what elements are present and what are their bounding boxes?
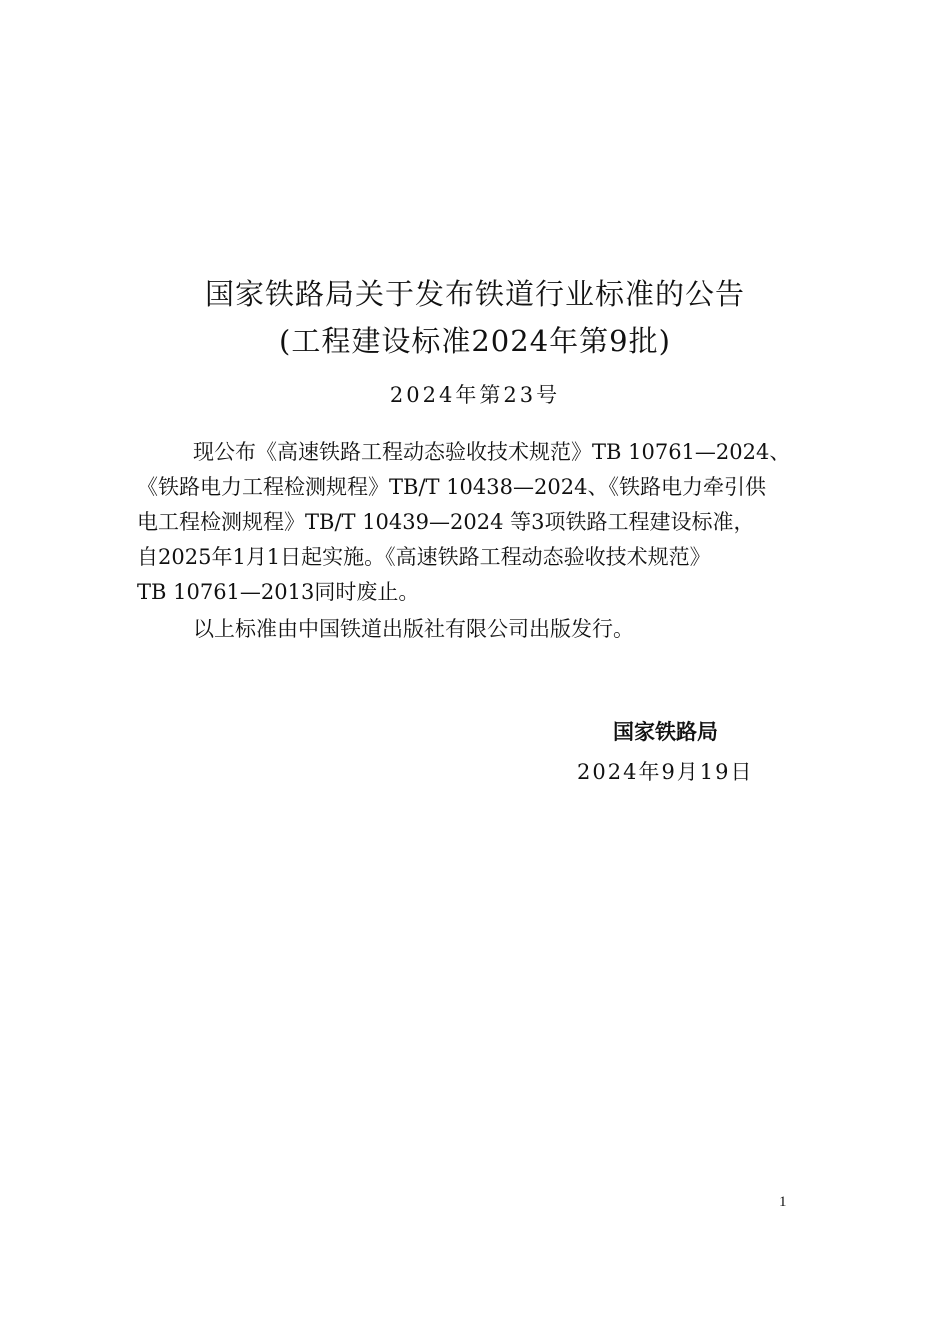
- issuer-name: 国家铁路局: [613, 719, 718, 744]
- page-number: 1: [779, 1194, 787, 1210]
- announcement-title-line2: (工程建设标准2024年第9批): [279, 324, 671, 358]
- announcement-title-line1: 国家铁路局关于发布铁道行业标准的公告: [204, 277, 745, 311]
- paragraph1-line3: 电工程检测规程》TB/T 10439—2024 等3项铁路工程建设标准，: [137, 510, 755, 534]
- paragraph2: 以上标准由中国铁道出版社有限公司出版发行。: [193, 617, 634, 641]
- paragraph1-line2: 《铁路电力工程检测规程》TB/T 10438—2024、《铁路电力牵引供: [137, 475, 766, 499]
- issue-date: 2024年9月19日: [577, 760, 754, 784]
- paragraph1-line1: 现公布《高速铁路工程动态验收技术规范》TB 10761—2024、: [193, 440, 791, 464]
- document-number: 2024年第23号: [389, 383, 561, 407]
- paragraph1-line5: TB 10761—2013同时废止。: [137, 580, 420, 604]
- paragraph1-line4: 自2025年1月1日起实施。《高速铁路工程动态验收技术规范》: [137, 545, 711, 569]
